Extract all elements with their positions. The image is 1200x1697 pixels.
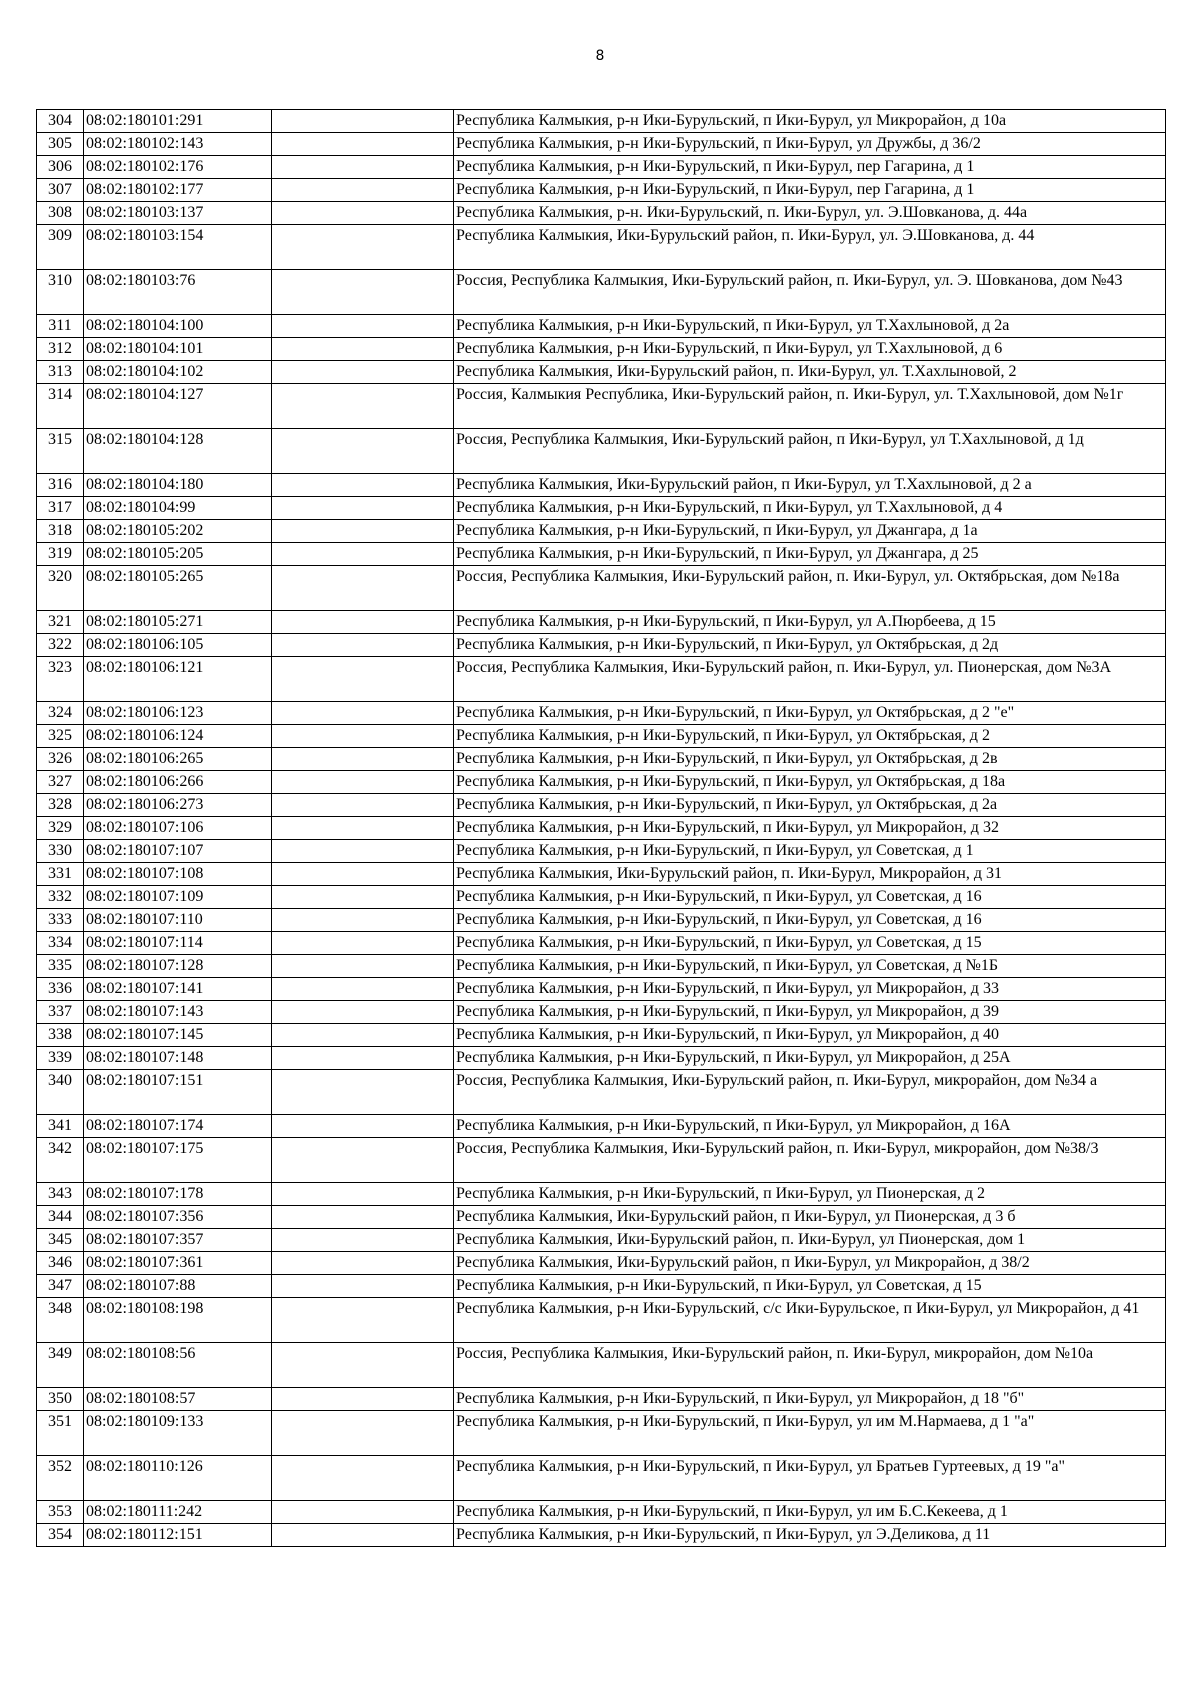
address-cell: Республика Калмыкия, р-н Ики-Бурульский, п Ики-Бурул, ул Советская, д 15 (454, 932, 1166, 955)
empty-cell (272, 110, 454, 133)
table-row (37, 1411, 1166, 1456)
cadastral-number-cell: 08:02:180108:57 (84, 1388, 272, 1411)
row-number-cell: 350 (37, 1388, 84, 1411)
cadastral-number-cell: 08:02:180107:107 (84, 840, 272, 863)
table-row (37, 932, 1166, 955)
row-number-cell: 326 (37, 748, 84, 771)
table-row (37, 725, 1166, 748)
cadastral-number-cell: 08:02:180105:205 (84, 543, 272, 566)
cadastral-number-cell: 08:02:180107:143 (84, 1001, 272, 1024)
row-number-cell: 315 (37, 429, 84, 474)
cadastral-number-cell: 08:02:180106:265 (84, 748, 272, 771)
row-number-cell: 333 (37, 909, 84, 932)
address-cell: Россия, Республика Калмыкия, Ики-Бурульский район, п Ики-Бурул, ул Т.Хахлыновой, д 1д (454, 429, 1166, 474)
property-registry-table (36, 109, 1166, 1547)
cadastral-number-cell: 08:02:180105:271 (84, 611, 272, 634)
table-row (37, 863, 1166, 886)
cadastral-number-cell: 08:02:180101:291 (84, 110, 272, 133)
empty-cell (272, 1501, 454, 1524)
row-number-cell: 347 (37, 1275, 84, 1298)
row-number-cell: 344 (37, 1206, 84, 1229)
row-number-cell: 324 (37, 702, 84, 725)
row-number-cell: 322 (37, 634, 84, 657)
row-number-cell: 337 (37, 1001, 84, 1024)
table-row (37, 1047, 1166, 1070)
address-cell: Республика Калмыкия, р-н Ики-Бурульский, п Ики-Бурул, ул Советская, д 16 (454, 886, 1166, 909)
cadastral-number-cell: 08:02:180109:133 (84, 1411, 272, 1456)
table-row (37, 384, 1166, 429)
table-row (37, 1115, 1166, 1138)
address-cell: Республика Калмыкия, р-н Ики-Бурульский, п Ики-Бурул, ул А.Пюрбеева, д 15 (454, 611, 1166, 634)
empty-cell (272, 1047, 454, 1070)
empty-cell (272, 225, 454, 270)
row-number-cell: 330 (37, 840, 84, 863)
row-number-cell: 320 (37, 566, 84, 611)
table-row (37, 1138, 1166, 1183)
cadastral-number-cell: 08:02:180111:242 (84, 1501, 272, 1524)
cadastral-number-cell: 08:02:180107:114 (84, 932, 272, 955)
row-number-cell: 317 (37, 497, 84, 520)
table-row (37, 1024, 1166, 1047)
row-number-cell: 335 (37, 955, 84, 978)
table-row (37, 179, 1166, 202)
table-row (37, 497, 1166, 520)
cadastral-number-cell: 08:02:180107:128 (84, 955, 272, 978)
table-row (37, 1001, 1166, 1024)
table-row (37, 794, 1166, 817)
empty-cell (272, 202, 454, 225)
cadastral-number-cell: 08:02:180107:141 (84, 978, 272, 1001)
cadastral-number-cell: 08:02:180107:148 (84, 1047, 272, 1070)
empty-cell (272, 1456, 454, 1501)
empty-cell (272, 657, 454, 702)
table-row (37, 202, 1166, 225)
table-row (37, 702, 1166, 725)
cadastral-number-cell: 08:02:180107:178 (84, 1183, 272, 1206)
row-number-cell: 351 (37, 1411, 84, 1456)
empty-cell (272, 794, 454, 817)
table-row (37, 611, 1166, 634)
row-number-cell: 323 (37, 657, 84, 702)
table-row (37, 474, 1166, 497)
empty-cell (272, 566, 454, 611)
empty-cell (272, 771, 454, 794)
row-number-cell: 305 (37, 133, 84, 156)
empty-cell (272, 520, 454, 543)
cadastral-number-cell: 08:02:180104:100 (84, 315, 272, 338)
empty-cell (272, 1298, 454, 1343)
cadastral-number-cell: 08:02:180107:106 (84, 817, 272, 840)
address-cell: Республика Калмыкия, р-н Ики-Бурульский, п Ики-Бурул, ул Микрорайон, д 25А (454, 1047, 1166, 1070)
row-number-cell: 349 (37, 1343, 84, 1388)
cadastral-number-cell: 08:02:180104:99 (84, 497, 272, 520)
cadastral-number-cell: 08:02:180112:151 (84, 1524, 272, 1547)
row-number-cell: 353 (37, 1501, 84, 1524)
address-cell: Республика Калмыкия, р-н Ики-Бурульский, п Ики-Бурул, ул Октябрьская, д 2в (454, 748, 1166, 771)
address-cell: Республика Калмыкия, р-н Ики-Бурульский, п Ики-Бурул, ул Микрорайон, д 16А (454, 1115, 1166, 1138)
cadastral-number-cell: 08:02:180104:101 (84, 338, 272, 361)
cadastral-number-cell: 08:02:180103:137 (84, 202, 272, 225)
cadastral-number-cell: 08:02:180105:202 (84, 520, 272, 543)
address-cell: Республика Калмыкия, р-н Ики-Бурульский, п Ики-Бурул, ул Микрорайон, д 33 (454, 978, 1166, 1001)
table-row (37, 543, 1166, 566)
address-cell: Республика Калмыкия, р-н Ики-Бурульский, п Ики-Бурул, ул Октябрьская, д 2д (454, 634, 1166, 657)
row-number-cell: 345 (37, 1229, 84, 1252)
cadastral-number-cell: 08:02:180108:56 (84, 1343, 272, 1388)
empty-cell (272, 1275, 454, 1298)
address-cell: Россия, Республика Калмыкия, Ики-Бурульский район, п. Ики-Бурул, ул. Э. Шовканова, дом №43 (454, 270, 1166, 315)
row-number-cell: 321 (37, 611, 84, 634)
cadastral-number-cell: 08:02:180110:126 (84, 1456, 272, 1501)
row-number-cell: 311 (37, 315, 84, 338)
table-row (37, 361, 1166, 384)
cadastral-number-cell: 08:02:180107:145 (84, 1024, 272, 1047)
empty-cell (272, 1411, 454, 1456)
address-cell: Республика Калмыкия, Ики-Бурульский район, п. Ики-Бурул, ул. Т.Хахлыновой, 2 (454, 361, 1166, 384)
cadastral-number-cell: 08:02:180102:143 (84, 133, 272, 156)
cadastral-number-cell: 08:02:180107:88 (84, 1275, 272, 1298)
address-cell: Россия, Республика Калмыкия, Ики-Бурульский район, п. Ики-Бурул, ул. Пионерская, дом №3А (454, 657, 1166, 702)
address-cell: Республика Калмыкия, р-н Ики-Бурульский, п Ики-Бурул, ул Микрорайон, д 18 "б" (454, 1388, 1166, 1411)
table-row (37, 1206, 1166, 1229)
table-row (37, 817, 1166, 840)
address-cell: Республика Калмыкия, р-н Ики-Бурульский, п Ики-Бурул, ул Микрорайон, д 32 (454, 817, 1166, 840)
cadastral-number-cell: 08:02:180107:175 (84, 1138, 272, 1183)
cadastral-number-cell: 08:02:180106:273 (84, 794, 272, 817)
cadastral-number-cell: 08:02:180103:76 (84, 270, 272, 315)
cadastral-number-cell: 08:02:180106:105 (84, 634, 272, 657)
address-cell: Республика Калмыкия, р-н Ики-Бурульский, п Ики-Бурул, пер Гагарина, д 1 (454, 156, 1166, 179)
table-row (37, 338, 1166, 361)
address-cell: Республика Калмыкия, Ики-Бурульский район, п Ики-Бурул, ул Микрорайон, д 38/2 (454, 1252, 1166, 1275)
table-row (37, 978, 1166, 1001)
address-cell: Республика Калмыкия, Ики-Бурульский район, п Ики-Бурул, ул Пионерская, д 3 б (454, 1206, 1166, 1229)
empty-cell (272, 955, 454, 978)
address-cell: Республика Калмыкия, р-н Ики-Бурульский, п Ики-Бурул, ул Пионерская, д 2 (454, 1183, 1166, 1206)
empty-cell (272, 725, 454, 748)
cadastral-number-cell: 08:02:180102:176 (84, 156, 272, 179)
empty-cell (272, 338, 454, 361)
table-row (37, 1298, 1166, 1343)
empty-cell (272, 932, 454, 955)
table-row (37, 110, 1166, 133)
row-number-cell: 327 (37, 771, 84, 794)
cadastral-number-cell: 08:02:180104:180 (84, 474, 272, 497)
address-cell: Россия, Республика Калмыкия, Ики-Бурульский район, п. Ики-Бурул, микрорайон, дом №38/3 (454, 1138, 1166, 1183)
table-row (37, 909, 1166, 932)
address-cell: Республика Калмыкия, р-н Ики-Бурульский, п Ики-Бурул, ул Октябрьская, д 18а (454, 771, 1166, 794)
cadastral-number-cell: 08:02:180104:127 (84, 384, 272, 429)
row-number-cell: 348 (37, 1298, 84, 1343)
table-row (37, 1275, 1166, 1298)
cadastral-number-cell: 08:02:180107:151 (84, 1070, 272, 1115)
table-row (37, 840, 1166, 863)
table-row (37, 1252, 1166, 1275)
address-cell: Россия, Республика Калмыкия, Ики-Бурульский район, п. Ики-Бурул, микрорайон, дом №10а (454, 1343, 1166, 1388)
empty-cell (272, 1252, 454, 1275)
address-cell: Республика Калмыкия, р-н Ики-Бурульский, п Ики-Бурул, ул Микрорайон, д 39 (454, 1001, 1166, 1024)
address-cell: Республика Калмыкия, р-н Ики-Бурульский, п Ики-Бурул, ул им М.Нармаева, д 1 "а" (454, 1411, 1166, 1456)
address-cell: Республика Калмыкия, р-н Ики-Бурульский, п Ики-Бурул, ул Т.Хахлыновой, д 4 (454, 497, 1166, 520)
row-number-cell: 339 (37, 1047, 84, 1070)
row-number-cell: 342 (37, 1138, 84, 1183)
cadastral-number-cell: 08:02:180102:177 (84, 179, 272, 202)
address-cell: Республика Калмыкия, р-н Ики-Бурульский, с/с Ики-Бурульское, п Ики-Бурул, ул Микрорайон, д 41 (454, 1298, 1166, 1343)
empty-cell (272, 361, 454, 384)
empty-cell (272, 840, 454, 863)
empty-cell (272, 1343, 454, 1388)
address-cell: Республика Калмыкия, р-н Ики-Бурульский, п Ики-Бурул, ул Советская, д 16 (454, 909, 1166, 932)
table-row (37, 1229, 1166, 1252)
row-number-cell: 325 (37, 725, 84, 748)
empty-cell (272, 429, 454, 474)
row-number-cell: 313 (37, 361, 84, 384)
empty-cell (272, 909, 454, 932)
table-row (37, 133, 1166, 156)
table-row (37, 771, 1166, 794)
row-number-cell: 336 (37, 978, 84, 1001)
row-number-cell: 334 (37, 932, 84, 955)
address-cell: Республика Калмыкия, р-н Ики-Бурульский, п Ики-Бурул, ул Э.Деликова, д 11 (454, 1524, 1166, 1547)
empty-cell (272, 886, 454, 909)
address-cell: Республика Калмыкия, р-н Ики-Бурульский, п Ики-Бурул, ул Микрорайон, д 10а (454, 110, 1166, 133)
row-number-cell: 309 (37, 225, 84, 270)
cadastral-number-cell: 08:02:180107:356 (84, 1206, 272, 1229)
row-number-cell: 343 (37, 1183, 84, 1206)
cadastral-number-cell: 08:02:180108:198 (84, 1298, 272, 1343)
row-number-cell: 352 (37, 1456, 84, 1501)
table-row (37, 955, 1166, 978)
address-cell: Республика Калмыкия, р-н Ики-Бурульский, п Ики-Бурул, ул Братьев Гуртеевых, д 19 "а" (454, 1456, 1166, 1501)
row-number-cell: 316 (37, 474, 84, 497)
table-row (37, 1388, 1166, 1411)
cadastral-number-cell: 08:02:180105:265 (84, 566, 272, 611)
table-row (37, 1501, 1166, 1524)
cadastral-number-cell: 08:02:180103:154 (84, 225, 272, 270)
table-row (37, 315, 1166, 338)
cadastral-number-cell: 08:02:180107:109 (84, 886, 272, 909)
row-number-cell: 332 (37, 886, 84, 909)
table-row (37, 156, 1166, 179)
row-number-cell: 312 (37, 338, 84, 361)
cadastral-number-cell: 08:02:180106:124 (84, 725, 272, 748)
empty-cell (272, 978, 454, 1001)
row-number-cell: 340 (37, 1070, 84, 1115)
empty-cell (272, 179, 454, 202)
empty-cell (272, 702, 454, 725)
empty-cell (272, 634, 454, 657)
cadastral-number-cell: 08:02:180104:128 (84, 429, 272, 474)
row-number-cell: 308 (37, 202, 84, 225)
address-cell: Республика Калмыкия, р-н Ики-Бурульский, п Ики-Бурул, ул Джангара, д 1а (454, 520, 1166, 543)
address-cell: Республика Калмыкия, Ики-Бурульский район, п. Ики-Бурул, Микрорайон, д 31 (454, 863, 1166, 886)
row-number-cell: 346 (37, 1252, 84, 1275)
row-number-cell: 328 (37, 794, 84, 817)
address-cell: Республика Калмыкия, р-н Ики-Бурульский, п Ики-Бурул, ул Октябрьская, д 2 (454, 725, 1166, 748)
row-number-cell: 314 (37, 384, 84, 429)
table-row (37, 634, 1166, 657)
empty-cell (272, 817, 454, 840)
empty-cell (272, 384, 454, 429)
address-cell: Республика Калмыкия, р-н. Ики-Бурульский, п. Ики-Бурул, ул. Э.Шовканова, д. 44а (454, 202, 1166, 225)
row-number-cell: 304 (37, 110, 84, 133)
address-cell: Республика Калмыкия, р-н Ики-Бурульский, п Ики-Бурул, ул Дружбы, д 36/2 (454, 133, 1166, 156)
table-row (37, 1524, 1166, 1547)
cadastral-number-cell: 08:02:180107:361 (84, 1252, 272, 1275)
empty-cell (272, 1388, 454, 1411)
address-cell: Республика Калмыкия, р-н Ики-Бурульский, п Ики-Бурул, ул Советская, д 1 (454, 840, 1166, 863)
address-cell: Россия, Республика Калмыкия, Ики-Бурульский район, п. Ики-Бурул, ул. Октябрьская, дом №18а (454, 566, 1166, 611)
cadastral-number-cell: 08:02:180107:357 (84, 1229, 272, 1252)
empty-cell (272, 748, 454, 771)
empty-cell (272, 1524, 454, 1547)
row-number-cell: 307 (37, 179, 84, 202)
empty-cell (272, 1070, 454, 1115)
empty-cell (272, 863, 454, 886)
address-cell: Республика Калмыкия, р-н Ики-Бурульский, п Ики-Бурул, ул им Б.С.Кекеева, д 1 (454, 1501, 1166, 1524)
row-number-cell: 354 (37, 1524, 84, 1547)
row-number-cell: 310 (37, 270, 84, 315)
address-cell: Республика Калмыкия, р-н Ики-Бурульский, п Ики-Бурул, ул Октябрьская, д 2а (454, 794, 1166, 817)
empty-cell (272, 1229, 454, 1252)
row-number-cell: 331 (37, 863, 84, 886)
address-cell: Республика Калмыкия, р-н Ики-Бурульский, п Ики-Бурул, ул Микрорайон, д 40 (454, 1024, 1166, 1047)
table-row (37, 657, 1166, 702)
address-cell: Республика Калмыкия, Ики-Бурульский район, п. Ики-Бурул, ул. Э.Шовканова, д. 44 (454, 225, 1166, 270)
cadastral-number-cell: 08:02:180104:102 (84, 361, 272, 384)
address-cell: Республика Калмыкия, р-н Ики-Бурульский, п Ики-Бурул, ул Т.Хахлыновой, д 2а (454, 315, 1166, 338)
empty-cell (272, 315, 454, 338)
empty-cell (272, 611, 454, 634)
table-row (37, 1070, 1166, 1115)
empty-cell (272, 1138, 454, 1183)
address-cell: Республика Калмыкия, р-н Ики-Бурульский, п Ики-Бурул, ул Советская, д №1Б (454, 955, 1166, 978)
address-cell: Республика Калмыкия, р-н Ики-Бурульский, п Ики-Бурул, ул Т.Хахлыновой, д 6 (454, 338, 1166, 361)
registry-body (37, 110, 1166, 1547)
address-cell: Россия, Калмыкия Республика, Ики-Бурульский район, п. Ики-Бурул, ул. Т.Хахлыновой, дом №1г (454, 384, 1166, 429)
empty-cell (272, 1183, 454, 1206)
cadastral-number-cell: 08:02:180107:108 (84, 863, 272, 886)
cadastral-number-cell: 08:02:180106:121 (84, 657, 272, 702)
empty-cell (272, 133, 454, 156)
table-row (37, 225, 1166, 270)
row-number-cell: 341 (37, 1115, 84, 1138)
table-row (37, 1456, 1166, 1501)
address-cell: Республика Калмыкия, Ики-Бурульский район, п Ики-Бурул, ул Т.Хахлыновой, д 2 а (454, 474, 1166, 497)
page-number: 8 (595, 48, 605, 64)
empty-cell (272, 543, 454, 566)
empty-cell (272, 1115, 454, 1138)
address-cell: Республика Калмыкия, р-н Ики-Бурульский, п Ики-Бурул, ул Октябрьская, д 2 "е" (454, 702, 1166, 725)
address-cell: Республика Калмыкия, р-н Ики-Бурульский, п Ики-Бурул, ул Джангара, д 25 (454, 543, 1166, 566)
row-number-cell: 306 (37, 156, 84, 179)
table-row (37, 1343, 1166, 1388)
empty-cell (272, 156, 454, 179)
empty-cell (272, 1001, 454, 1024)
address-cell: Россия, Республика Калмыкия, Ики-Бурульский район, п. Ики-Бурул, микрорайон, дом №34 а (454, 1070, 1166, 1115)
empty-cell (272, 1206, 454, 1229)
table-row (37, 520, 1166, 543)
empty-cell (272, 270, 454, 315)
table-row (37, 1183, 1166, 1206)
cadastral-number-cell: 08:02:180107:174 (84, 1115, 272, 1138)
row-number-cell: 319 (37, 543, 84, 566)
empty-cell (272, 1024, 454, 1047)
row-number-cell: 318 (37, 520, 84, 543)
table-row (37, 429, 1166, 474)
address-cell: Республика Калмыкия, Ики-Бурульский район, п. Ики-Бурул, ул Пионерская, дом 1 (454, 1229, 1166, 1252)
cadastral-number-cell: 08:02:180106:266 (84, 771, 272, 794)
table-row (37, 886, 1166, 909)
table-row (37, 748, 1166, 771)
address-cell: Республика Калмыкия, р-н Ики-Бурульский, п Ики-Бурул, ул Советская, д 15 (454, 1275, 1166, 1298)
empty-cell (272, 474, 454, 497)
table-row (37, 566, 1166, 611)
row-number-cell: 329 (37, 817, 84, 840)
row-number-cell: 338 (37, 1024, 84, 1047)
address-cell: Республика Калмыкия, р-н Ики-Бурульский, п Ики-Бурул, пер Гагарина, д 1 (454, 179, 1166, 202)
table-row (37, 270, 1166, 315)
empty-cell (272, 497, 454, 520)
cadastral-number-cell: 08:02:180107:110 (84, 909, 272, 932)
cadastral-number-cell: 08:02:180106:123 (84, 702, 272, 725)
